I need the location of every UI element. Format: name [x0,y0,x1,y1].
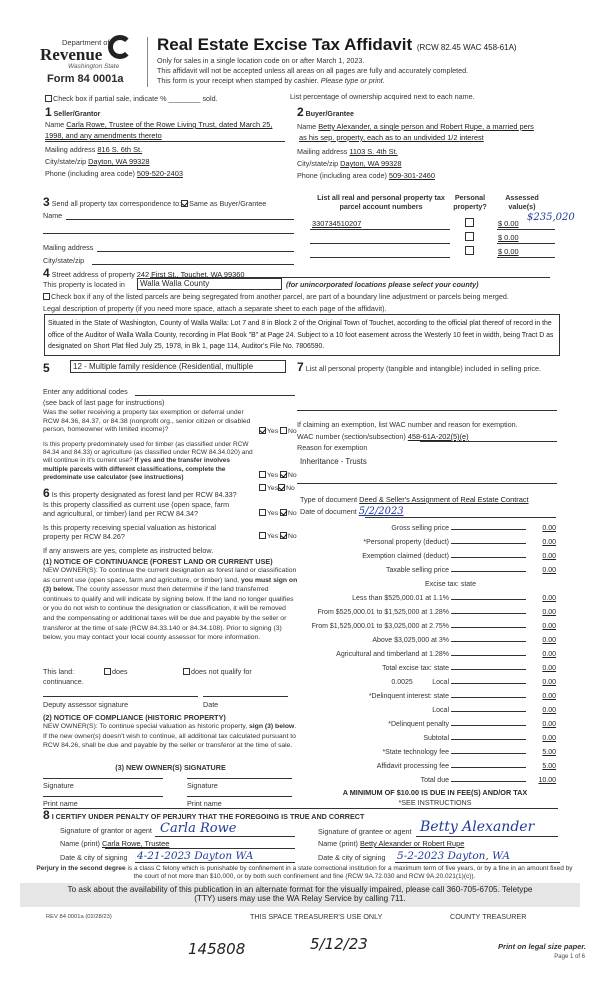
sec7-heading [297,360,557,374]
amount-row [300,602,556,616]
timber-question [43,441,253,482]
amount-label: From $1,525,000.01 to $3,025,000 at 2.75% [311,623,449,630]
seller-mail-row [45,145,142,154]
sec3-text: Send all property tax correspondence to: [51,199,182,208]
note-text: This form is your receipt when stamped by cashier. [157,76,321,85]
label: does not qualify for [191,667,252,676]
personal-property-header: Personal property? [453,193,487,211]
amount-line [451,599,526,600]
does-option [104,667,128,676]
grantor-sig-label: Signature of grantor or agent [60,826,152,835]
amount-row [300,686,556,700]
seller-city-field[interactable]: Dayton, WA 99328 [88,157,150,166]
sec7-text: List all personal property (tangible and intangible) included in selling price. [305,364,542,373]
amount-value[interactable]: 0.00 [542,567,556,574]
t-bold: Perjury in the second degree [36,865,126,872]
amount-value[interactable]: 5.00 [542,763,556,770]
sec5-num: 5 [43,361,50,375]
current-use-answer [259,509,297,517]
t: NEW OWNER(S): To continue special valuation as historic property, [43,723,249,730]
treasurer-space-label: THIS SPACE TREASURER'S USE ONLY [250,912,383,921]
amount-value[interactable]: 5.00 [542,749,556,756]
sec3-city-field[interactable] [92,264,294,265]
amount-line [451,641,526,642]
amount-row [300,742,556,756]
label: City/state/zip [45,157,87,166]
amount-label: Subtotal [423,735,449,742]
county-note: (for unincorporated locations please select your county) [286,280,479,289]
forest-answer [259,484,295,492]
amount-line [451,571,526,572]
yes-label: Yes [267,485,279,492]
t: is a class C felony which is punishable by confinement in a state correctional institution for a maximum term of five years, or by a fine in an amount fixed by the court of not more than $10,000, or by both such confinement and fine (RCW 9A.72.030 and RCW 9A.20.021(1)(c)). [125,865,573,880]
parcel-header: List all real and personal property tax parcel account numbers [317,193,445,211]
label: Mailing address [45,145,96,154]
assessed-value-field[interactable]: $ 0.00 [498,233,519,242]
value-line [497,257,555,258]
no-checkbox[interactable] [280,427,287,434]
doc-type-row [300,495,529,504]
sec3-name-label: Name [43,211,63,220]
dor-logo-icon [108,35,132,59]
minimum-notice: A MINIMUM OF $10.00 IS DUE IN FEE(S) AND/OR TAX [342,788,528,797]
amount-line [451,543,526,544]
sig-line [416,836,558,837]
t-bold: you must sign on (3) below. [43,576,298,594]
buyer-name-line2[interactable]: as his sep. property, each as to an undivided 1/2 interest [299,133,484,142]
amount-row [300,672,556,686]
grantee-name-row [318,839,464,848]
amount-value[interactable]: 0.00 [542,525,556,532]
notice-continuance-title: (1) NOTICE OF CONTINUANCE (FOREST LAND OR CURRENT USE) [43,557,273,566]
amount-row [300,518,556,532]
sold-label: sold. [202,94,218,103]
amount-line [451,739,526,740]
label: Street address of property [51,270,135,279]
does-not-option [183,667,252,676]
amount-line [451,557,526,558]
deputy-label: Deputy assessor signature [43,700,129,709]
tax-calculation [300,518,556,784]
dept-label: Department of [62,38,110,47]
seller-phone-field[interactable]: 509-520-2403 [136,169,183,178]
label: does [112,667,128,676]
amount-row [300,546,556,560]
amount-label: *State technology fee [382,749,449,756]
label: WAC number (section/subsection) [297,432,406,441]
owner-signature-field[interactable] [43,778,163,779]
buyer-heading [297,105,354,119]
county-treasurer-label: COUNTY TREASURER [450,912,527,921]
parcel-number-field[interactable]: 330734510207 [312,219,362,228]
cert-text: I CERTIFY UNDER PENALTY OF PERJURY THAT THE FOREGOING IS TRUE AND CORRECT [51,812,365,821]
sec-title: Buyer/Grantee [305,111,354,118]
signature-label: Signature [187,781,218,790]
amount-label: Affidavit processing fee [376,763,449,770]
amount-row [300,770,556,784]
sec3-heading [43,195,266,209]
amount-row [300,574,556,588]
sig-line [155,836,295,837]
title-text: Real Estate Excise Tax Affidavit [157,35,413,54]
wac-row [297,432,469,441]
legal-description-field[interactable]: Situated in the State of Washington, County of Walla Walla: Lot 7 and 8 in Block 2 of the Original Town of Touchet, according to the official plat thereof of record in the office of the Auditor of Walla Walla County, recording in Plat Book "B" at Page 24. Subject to a 10 foot easement across the Westerly 10 feet in width, being Tract D as designated on Short Plat filed July 25, 1978, in Bk 1, page 114, Auditor's File No. 7806590. [44,314,560,356]
note-italic: Please type or print. [320,76,385,85]
partial-sale: Check box if partial sale, indicate % ________ sold. [45,94,218,103]
amount-line [451,711,526,712]
amount-line [451,781,526,782]
label: Date of document [300,507,357,516]
amount-label: Less than $525,000.01 at 1.1% [352,595,449,602]
doc-type-field[interactable]: Deed & Seller's Assignment of Real Estate Contract [359,495,529,504]
same-as-buyer-checkbox[interactable] [181,200,188,207]
yes-label: Yes [267,510,279,517]
sec3-city-label: City/state/zip [43,256,85,265]
amount-value[interactable]: 0.00 [542,623,556,630]
amount-row [300,700,556,714]
handwritten-receipt-date: 5/12/23 [310,935,368,953]
sec3-name-field[interactable] [66,219,294,220]
grantor-name-field[interactable]: Carla Rowe, Trustee [101,839,170,848]
amount-label: From $525,000.01 to $1,525,000 at 1.28% [317,609,449,616]
value-line [497,243,555,244]
yes-label: Yes [267,472,279,479]
accessibility-notice: To ask about the availability of this publication in an alternate format for the visually impaired, please call 360-705-6705. Teletype (TTY) users may use the WA Relay Service by calling 711. [20,883,580,907]
notice-continuance-text [43,566,298,643]
personal-property-field[interactable] [297,410,557,411]
wac-line [420,441,557,442]
partial-label: Check box if partial sale, indicate % [53,94,167,103]
segregation-checkbox[interactable] [43,293,50,300]
page-title [157,35,517,57]
buyer-name-row [297,122,534,131]
assessed-value-header: Assessed value(s) [505,193,539,211]
amount-label: 0.0025 Local [391,679,449,686]
amount-label: Gross selling price [391,525,449,532]
sec-num: 4 [43,266,50,280]
label: Name (print) [60,839,100,848]
date-line [135,862,295,863]
amount-row [300,644,556,658]
sec-title: Seller/Grantor [53,111,101,118]
current-use-q: Is this property classified as current use (open space, farm and agricultural, or timber) land per RCW 84.34? [43,500,230,518]
t: . If the new owner(s) doesn't wish to continue, all additional tax calculated pursuant to RCW 84.26, shall be due and payable by the seller or transferor at the time of sale. [43,723,297,750]
label: Phone (including area code) [45,169,135,178]
header-note-3 [157,76,385,85]
yes-checkbox[interactable] [259,427,266,434]
deputy-signature-field[interactable] [43,696,198,697]
amount-row [300,560,556,574]
value-line [497,229,555,230]
amount-value[interactable]: 0.00 [542,595,556,602]
amount-row [300,728,556,742]
deputy-date-field[interactable] [203,696,288,697]
amount-label: Local [432,707,449,714]
historic-answer [259,532,297,540]
sec3-mail-field[interactable] [97,251,294,252]
assessed-value-field[interactable]: $ 0.00 [498,219,519,228]
amount-value[interactable]: 0.00 [542,721,556,728]
form-number: Form 84 0001a [47,73,124,85]
revision-label: REV 84 0001a (02/28/23) [46,914,112,920]
this-land-label: This land: [43,667,75,676]
amount-value[interactable]: 0.00 [542,609,556,616]
label: Phone (including area code) [297,171,387,180]
amount-label: *Personal property (deduct) [363,539,449,546]
label: Name [297,122,317,131]
date-label: Date [203,700,219,709]
notice-compliance-text [43,722,298,751]
amount-label: Exemption claimed (deduct) [362,553,449,560]
label: Name (print) [318,839,358,848]
name-line [105,848,295,849]
print-name-label: Print name [187,799,222,808]
amount-value[interactable]: 0.00 [542,665,556,672]
additional-codes-label: Enter any additional codes [43,387,128,396]
exemption-answer [259,427,297,435]
seller-name-line2[interactable]: 1998, and any amendments thereto [45,131,162,140]
amount-value[interactable]: 0.00 [542,553,556,560]
seller-heading [45,105,100,119]
legal-paper-note: Print on legal size paper. [498,942,586,951]
sec-num: 8 [43,808,50,822]
if-yes-note: If any answers are yes, complete as instructed below. [43,546,214,555]
personal-property-checkbox[interactable] [465,218,474,227]
same-label: Same as Buyer/Grantee [189,199,267,208]
buyer-mail-field[interactable]: 1103 S. 4th St. [349,147,398,156]
notice-compliance-title: (2) NOTICE OF COMPLIANCE (HISTORIC PROPERTY) [43,713,226,722]
seller-city-row [45,157,150,166]
grantee-signature[interactable]: Betty Alexander [420,819,535,835]
owner-print-field[interactable] [187,796,292,797]
amount-value[interactable]: 0.00 [542,539,556,546]
yes-checkbox[interactable] [259,509,266,516]
parcel-line [310,257,450,258]
no-checkbox[interactable] [278,484,285,491]
county-select[interactable]: Walla Walla County [137,278,282,290]
amount-line [451,529,526,530]
divider [297,483,557,484]
sec-num: 2 [297,105,304,119]
t: NEW OWNER(S): To continue the current designation as forest land or classification as current use (open space, farm and agriculture, or timber) land, [43,567,297,584]
amount-label: Excise tax: state [425,581,476,588]
continuance-label: continuance. [43,677,84,686]
buyer-mail-row [297,147,398,156]
reason-label: Reason for exemption [297,443,368,452]
signature-label: Signature [43,781,74,790]
partial-sale-checkbox[interactable] [45,95,52,102]
timber-answer [259,471,297,479]
yes-checkbox[interactable] [259,532,266,539]
assessed-value-field[interactable]: $ 0.00 [498,247,519,256]
personal-property-checkbox[interactable] [465,246,474,255]
amount-label: Above $3,025,000 at 3% [372,637,449,644]
land-use-code-select[interactable]: 12 - Multiple family residence (Residential, multiple [70,360,286,373]
buyer-name-field[interactable]: Betty Alexander, a single person and Robert Rupe, a married pers [318,122,534,131]
see-instructions: *SEE INSTRUCTIONS [398,798,472,807]
q-text: Is this property predominately used for timber (as classified under RCW 84.34 and 84.33) or agriculture (as classified under RCW 84.34.020) and will continue in it's current use? [43,441,253,465]
t: The county assessor must then determine if the land transferred continues to qualify and will indicate by signing below. If the land no longer qualifies or you do not wish to continue the designation or classification, it will be removed and the compensating or additional taxes will be due and payable by the seller or transferor at the time of sale (RCW 84.33.140 or 84.34.108). Prior to signing (3) below, you may contact your local county assessor for more information. [43,586,294,642]
amount-line [451,669,526,670]
no-label: No [287,510,297,517]
does-not-checkbox[interactable] [183,668,190,675]
amount-line [451,627,526,628]
amount-label: *Delinquent penalty [388,721,449,728]
grantor-signature[interactable]: Carla Rowe [160,821,237,836]
property-address-field[interactable]: 242 First St., Touchet, WA 99360 [136,270,245,279]
amount-row [300,532,556,546]
buyer-city-field[interactable]: Dayton, WA 99328 [340,159,402,168]
amount-line [451,683,526,684]
print-name-label: Print name [43,799,78,808]
exemption-question: Was the seller receiving a property tax exemption or deferral under RCW 84.36, 84.37, or 84.38 (nonprofit org., senior citizen or disabled person, homeowner with limited income)? [43,409,251,433]
sec-num: 7 [297,360,304,374]
amount-label: Agricultural and timberland at 1.28% [336,651,449,658]
buyer-phone-field[interactable]: 509-301-2460 [388,171,435,180]
label: Mailing address [297,147,348,156]
amount-line [451,725,526,726]
amount-row [300,616,556,630]
amount-value[interactable]: 0.00 [542,651,556,658]
grantor-name-row [60,839,169,848]
sec3-mail-label: Mailing address [43,243,94,252]
no-label: No [286,485,295,492]
amount-value[interactable]: 0.00 [542,707,556,714]
amount-value[interactable]: 0.00 [542,735,556,742]
seller-name-row [45,120,272,129]
label: Type of document [300,495,358,504]
yes-label: Yes [267,533,279,540]
ownership-note: List percentage of ownership acquired next to each name. [290,92,475,101]
amount-value[interactable]: 0.00 [542,693,556,700]
state-label: Washington State [68,63,120,70]
amount-line [451,613,526,614]
label: Name [45,120,65,129]
grantor-date-field[interactable]: 4-21-2023 Dayton WA [137,850,254,862]
amount-label: Total due [420,777,449,784]
parcel-line [310,243,450,244]
sec3-name-field-2[interactable] [43,233,294,234]
amount-line [451,655,526,656]
no-label: No [287,533,297,540]
new-owner-signature-title: (3) NEW OWNER(S) SIGNATURE [115,763,226,772]
label: City/state/zip [297,159,339,168]
doc-date-row [300,507,404,517]
handwritten-assessed-value: $235,020 [527,212,575,223]
amount-row [300,756,556,770]
amount-row [300,714,556,728]
header-note-1: Only for sales in a single location code on or after March 1, 2023. [157,56,365,65]
see-back-note: (see back of last page for instructions) [43,398,165,407]
amount-row [300,588,556,602]
personal-property-checkbox[interactable] [465,232,474,241]
amount-value[interactable]: 0.00 [542,637,556,644]
page-number: Page 1 of 6 [554,954,585,960]
additional-codes-field[interactable] [135,395,295,396]
revenue-logo-text: Revenue [40,45,103,64]
perjury-notice [32,865,577,881]
amount-line [451,767,526,768]
seller-name-field[interactable]: Carla Rowe, Trustee of the Rowe Living Trust, dated March 25, [66,120,273,129]
sec-num: 1 [45,105,52,119]
seller-mail-field[interactable]: 816 S. 6th St. [97,145,143,154]
grantee-date-label: Date & city of signing [318,853,386,862]
no-label: No [287,428,297,435]
legal-description-label: Legal description of property (if you need more space, attach a separate sheet to each page of the affidavit). [43,304,387,313]
grantor-date-label: Date & city of signing [60,853,128,862]
grantee-name-field[interactable]: Betty Alexander or Robert Rupe [359,839,465,848]
amount-value[interactable]: 10.00 [538,777,556,784]
no-checkbox[interactable] [280,471,287,478]
date-line [395,862,560,863]
doc-date-field[interactable]: 5/2/2023 [358,506,404,517]
seg-label: Check box if any of the listed parcels are being segregated from another parcel, are part of a boundary line adjustment or parcels being merged. [51,292,509,301]
buyer-phone-row [297,171,435,180]
amount-label: *Delinquent interest: state [368,693,449,700]
q-bold: If yes and the transfer involves multiple parcels with different classifications, complete the predominate use calculator (see instructions) [43,457,230,481]
header-note-2: This affidavit will not be accepted unless all areas on all pages are fully and accurately completed. [157,66,469,75]
amount-row [300,658,556,672]
exemption-note: If claiming an exemption, list WAC number and reason for exemption. [297,420,518,429]
no-checkbox[interactable] [280,509,287,516]
handwritten-receipt-number: 145808 [188,940,246,958]
amount-label: Taxable selling price [385,567,449,574]
reason-field[interactable]: Inheritance - Trusts [300,457,367,466]
historic-q: Is this property receiving special valuation as historical property per RCW 84.26? [43,523,216,541]
grantee-date-field[interactable]: 5-2-2023 Dayton, WA [397,850,510,862]
located-label: This property is located in [43,280,125,289]
amount-row [300,630,556,644]
owner-signature-field[interactable] [187,778,292,779]
buyer-city-row [297,159,402,168]
wac-field[interactable]: 458-61A-202(5)(e) [407,432,469,441]
yes-checkbox[interactable] [259,484,266,491]
t-bold: sign (3) below [249,723,295,730]
title-rcw: (RCW 82.45 WAC 458-61A) [416,43,517,52]
q-text: Is this property designated as forest land per RCW 84.33? [51,490,237,499]
amount-value[interactable]: 0.00 [542,679,556,686]
no-label: No [287,472,297,479]
amount-line [451,753,526,754]
header-divider [147,37,148,87]
sec-num: 6 [43,486,50,500]
parcel-line [310,229,450,230]
owner-print-field[interactable] [43,796,163,797]
sec-num: 3 [43,195,50,209]
yes-checkbox[interactable] [259,471,266,478]
divider [45,141,285,142]
seller-phone-row [45,169,183,178]
does-checkbox[interactable] [104,668,111,675]
grantee-sig-label: Signature of grantee or agent [318,827,412,836]
amount-label: Total excise tax: state [382,665,449,672]
amount-line [451,697,526,698]
no-checkbox[interactable] [280,532,287,539]
forest-q [43,486,237,500]
segregation-row [43,292,509,301]
yes-label: Yes [267,428,279,435]
